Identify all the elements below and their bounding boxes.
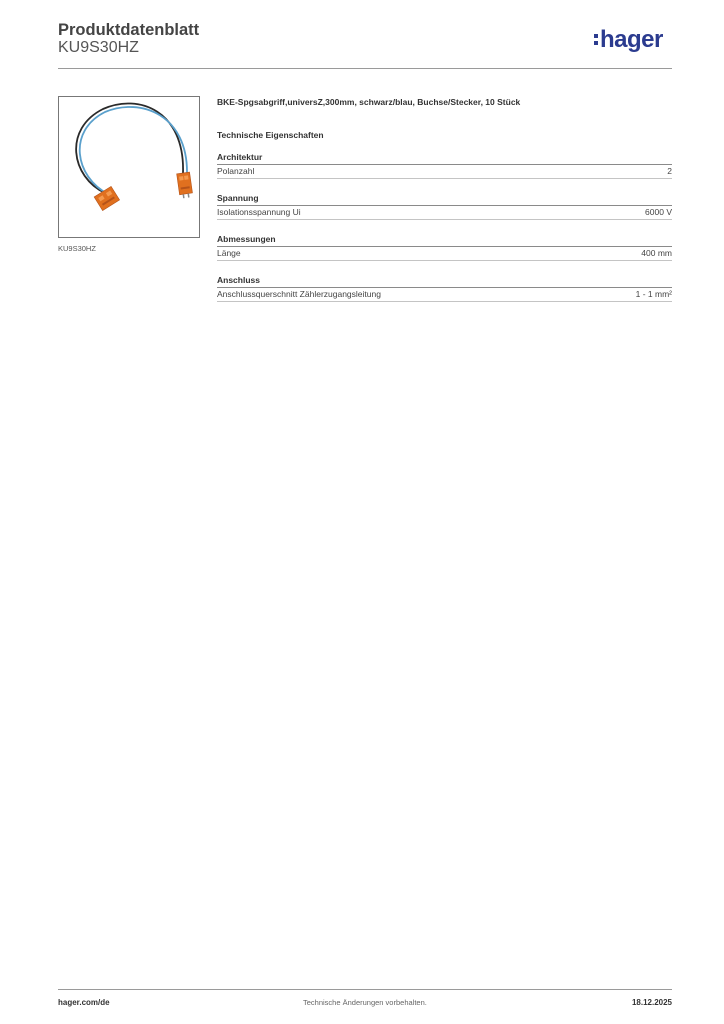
footer-website-link[interactable]: hager.com/de — [58, 998, 110, 1007]
property-label: Isolationsspannung Ui — [217, 207, 301, 217]
property-value: 6000 V — [645, 207, 672, 217]
group-abmessungen — [217, 234, 672, 261]
group-title: Abmessungen — [217, 234, 672, 247]
property-row — [217, 247, 672, 261]
header-divider — [58, 68, 672, 69]
hager-logo[interactable] — [594, 28, 663, 52]
footer-divider — [58, 989, 672, 990]
group-title: Spannung — [217, 193, 672, 206]
property-value: 2 — [667, 166, 672, 176]
group-spannung — [217, 193, 672, 220]
section-heading: Technische Eigenschaften — [217, 130, 324, 140]
property-label: Anschlussquerschnitt Zählerzugangsleitung — [217, 289, 381, 299]
property-row — [217, 288, 672, 302]
product-description: BKE-Spgsabgriff,universZ,300mm, schwarz/blau, Buchse/Stecker, 10 Stück — [217, 97, 521, 107]
group-title: Anschluss — [217, 275, 672, 288]
product-code: KU9S30HZ — [58, 39, 139, 56]
property-row — [217, 206, 672, 220]
cable-illustration-icon — [59, 97, 199, 237]
property-value: 1 - 1 mm² — [635, 289, 672, 299]
logo-dots-icon — [594, 32, 598, 46]
property-label: Polanzahl — [217, 166, 255, 176]
logo-text: hager — [600, 26, 663, 53]
group-anschluss — [217, 275, 672, 302]
property-row — [217, 165, 672, 179]
product-details — [217, 96, 672, 302]
product-image — [58, 96, 200, 238]
property-label: Länge — [217, 248, 241, 258]
footer-notice: Technische Änderungen vorbehalten. — [303, 998, 427, 1007]
group-architektur — [217, 152, 672, 179]
page-title: Produktdatenblatt — [58, 21, 200, 39]
footer-date: 18.12.2025 — [631, 998, 672, 1007]
group-title: Architektur — [217, 152, 672, 165]
image-caption: KU9S30HZ — [58, 244, 96, 253]
property-value: 400 mm — [641, 248, 672, 258]
